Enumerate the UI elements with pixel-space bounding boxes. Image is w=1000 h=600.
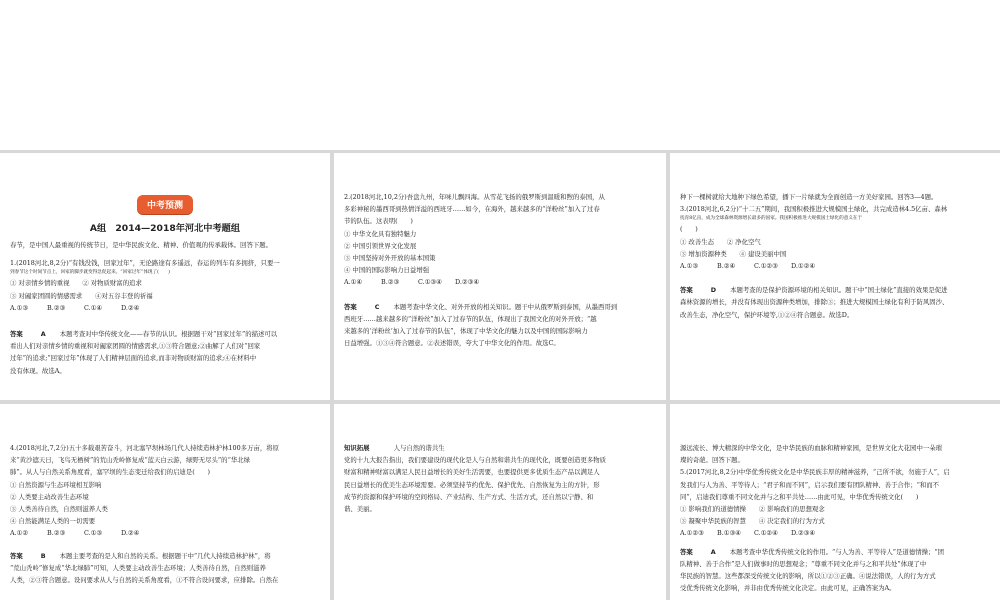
- choice-b: B.②③: [381, 278, 400, 287]
- choice-d: D.②③④: [791, 529, 816, 538]
- answer-key: B: [40, 551, 46, 560]
- option-line-2: ③ 凝聚中华民族的智慧 ④ 决定我们的行为方式: [680, 517, 825, 526]
- blank-header-area: [0, 0, 1000, 150]
- page-panel-6: [670, 404, 1000, 600]
- explanation-1: 本题考查中华优秀传统文化的作用。“与人为善、平等待人”是道德情操；“团: [729, 547, 945, 556]
- answer-line-1: [680, 546, 990, 558]
- choice-c: C.①③④: [418, 278, 442, 287]
- spacer: [680, 272, 990, 284]
- page-panel-4: [0, 404, 330, 600]
- badge-wrap: [10, 153, 320, 219]
- page-panel-1: [0, 153, 330, 400]
- option-line-2: ③ 对阖家团圆的情感需求 ④对五谷丰登的祈福: [10, 291, 153, 300]
- intro-text: 种下一棵树就给大地种下绿色希望，播下一片绿就为全面创造一方美好家园。回答3—4题。: [680, 193, 938, 201]
- choice-row: [680, 527, 990, 539]
- spacer: [10, 404, 320, 442]
- answer-line-1: [680, 284, 990, 296]
- choice-c: C.①④: [84, 303, 103, 312]
- knowledge-line-3: 民日益增长的优美生态环境需要。必须坚持节约优先、保护优先、自然恢复为主的方针，形: [344, 480, 600, 489]
- knowledge-line-5: 谐、美丽。: [344, 505, 376, 514]
- spacer: [344, 404, 656, 442]
- choice-a: A.①③: [680, 262, 699, 271]
- choice-b: B.②③: [47, 529, 66, 538]
- explanation-1: 本题考查对中华传统文化——春节的认识。根据题干对“回家过年”的描述可以: [59, 330, 278, 339]
- option-line-3: ③ 中国坚持对外开放的基本国策: [344, 254, 436, 263]
- group-heading: A组 2014—2018年河北中考题组: [89, 223, 241, 234]
- choice-c: C.①②③: [754, 262, 778, 271]
- explanation-2: 森林资源的增长，并没有体现出资源种类增加，排除③；推进大规模国土绿化有利于防风固沙、: [680, 298, 949, 307]
- explanation-3: 来越多的‘洋粉丝’加入了过春节的队伍”，体现了中华文化的魅力以及中国的国际影响力: [344, 327, 588, 336]
- explanation-1: 本题考查中华文化、对外开放的相关知识。题干中从俄罗斯到泰国，从墨西哥到: [393, 302, 618, 311]
- answer-key: D: [710, 286, 717, 295]
- intro-line-1: 源远流长、博大精深的中华文化，是中华民族的血脉和精神家园，是世界文化大花园中一朵璀: [680, 444, 943, 452]
- answer-line-1: [344, 301, 656, 313]
- choice-row: [10, 302, 320, 314]
- explanation-3: 人类，②③符合题意。设问要求从人与自然的关系角度看，①不符合设问要求，应排除。自然在: [10, 576, 279, 585]
- explanation-2: “荒山秃岭”修复成“华北绿肺”可知，人类要主动改善生态环境；人类善待自然，自然则滋养: [10, 563, 266, 572]
- question-3-blank: ( ): [680, 225, 698, 234]
- option-line-2: ② 人类要主动改善生态环境: [10, 492, 89, 501]
- explanation-3: 改善生态，净化空气，保护环境等,①②④符合题意。故选D。: [680, 310, 854, 319]
- choice-a: A.①③: [10, 303, 29, 312]
- question-1: 1.(2018河北,8,2分)“有钱没钱，回家过年”，无论路途有多遥远，春运的列车有多拥挤，只要一: [10, 259, 280, 268]
- question-3: 3.(2018河北,6,2分)“十二五”期间，我国积极推进大规模国土绿化，共完成造林4.5亿亩、森林: [680, 205, 948, 214]
- choice-d: D.②④: [121, 529, 140, 538]
- answer-key: A: [710, 547, 716, 556]
- answer-label: 答案: [680, 286, 693, 295]
- question-5-line-1: 5.(2017河北,8,2分)中华优秀传统文化是中华民族丰厚的精神滋养，“己所不欲，勿施于人”，启: [680, 468, 950, 477]
- question-3-cont: 抚育8亿亩，成为全球森林资源增长最多的国家。我国积极推进大规模国土绿化的意义在于: [680, 216, 863, 222]
- spacer: [680, 404, 990, 442]
- option-line-1: ① 自然资源与生态环境相互影响: [10, 480, 102, 489]
- knowledge-line-2: 财富和精神财富以满足人民日益增长的美好生活需要，也要提供更多优质生态产品以满足人: [344, 468, 600, 477]
- choice-row: [10, 527, 320, 539]
- explanation-1: 本题考查的是保护资源环境的相关知识。题干中“国土绿化”直接的效果是促进: [730, 286, 948, 295]
- question-4-line-1: 4.(2018河北,7,2分)五十多载艰苦奋斗，河北塞罕坝林场几代人持续造林护林100多万亩，将原: [10, 444, 280, 452]
- choice-b: B.①③④: [717, 529, 741, 538]
- choice-d: D.②④: [121, 303, 140, 312]
- question-4-line-3: 肺”。从人与自然关系角度看，塞罕坝的生态变迁给我们的启迪是( ): [10, 468, 210, 477]
- option-line-2: ③ 增加资源种类 ④ 建设美丽中国: [680, 249, 787, 258]
- question-2-line-2: 多彩神秘的墨西哥到热情洋溢的西班牙……如今，在海外，越来越多的“洋粉丝”加入了过春: [344, 205, 600, 214]
- answer-label: 答案: [680, 547, 693, 556]
- choice-row: [680, 260, 990, 272]
- explanation-1: 本题主要考查的是人和自然的关系。根据题干中“几代人持续造林护林”，将: [59, 551, 271, 560]
- explanation-3: 过年”的追求;“回家过年”体现了人们精神层面的追求,而非对物质财富的追求;④在材料中: [10, 354, 257, 363]
- explanation-2: 西班牙……越来越多的“洋粉丝”加入了过春节的队伍，体现出了我国文化的对外开放；“越: [344, 314, 597, 323]
- option-line-1: ① 中华文化具有独特魅力: [344, 229, 417, 238]
- option-line-2: ② 中国引领世界文化发展: [344, 241, 417, 250]
- answer-key: C: [374, 302, 380, 311]
- spacer: [680, 153, 990, 191]
- option-line-3: ③ 人类善待自然，自然则滋养人类: [10, 505, 108, 514]
- answer-line-1: [10, 550, 320, 562]
- intro-text: 春节，是中国人最重视的传统节日，是中华民族文化、精神、价值观的传承载体。回答下题。: [10, 241, 273, 249]
- section-badge: 中考预测: [137, 195, 193, 214]
- explanation-3: 华民族的智慧。这些都深受传统文化的影响，所以①②③正确。④说法错误，人的行为方式: [680, 572, 936, 581]
- option-line-1: ① 对亲情乡情的重视 ② 对物质财富的追求: [10, 279, 142, 288]
- option-line-4: ④ 自然能满足人类的一切需要: [10, 517, 96, 526]
- answer-key: A: [40, 330, 46, 339]
- knowledge-heading: [344, 442, 656, 454]
- knowledge-line-1: 党的十九大报告指出，我们要建设的现代化是人与自然和谐共生的现代化，既要创造更多物质: [344, 456, 607, 465]
- answer-label: 答案: [344, 302, 357, 311]
- explanation-4: 没有体现。故选A。: [10, 366, 66, 375]
- answer-label: 答案: [10, 551, 23, 560]
- explanation-4: 受优秀传统文化影响，并非由优秀传统文化决定。由此可见，正确答案为A。: [680, 584, 896, 593]
- question-4-line-2: 来“黄沙遮天日，飞鸟无栖树”的荒山秃岭修复成“蓝天白云游，绿野无尽头”的“华北绿: [10, 456, 251, 465]
- page-panel-2: [334, 153, 666, 400]
- choice-a: A.①②③: [680, 529, 704, 538]
- spacer: [10, 540, 320, 550]
- choice-b: B.②④: [717, 262, 736, 271]
- choice-c: C.①②④: [754, 529, 778, 538]
- answer-label: 答案: [10, 330, 23, 339]
- choice-d: D.①②④: [791, 262, 816, 271]
- explanation-4: 日益增强。①③④符合题意。②表述错误，夸大了中华文化的作用。故选C。: [344, 339, 560, 348]
- choice-a: A.①②: [10, 529, 29, 538]
- explanation-2: 看出人们对亲情乡情的重视和对阖家团圆的情感需求,①③符合题意;②曲解了人们对“回家: [10, 342, 261, 351]
- spacer: [10, 314, 320, 328]
- choice-b: B.②③: [47, 303, 66, 312]
- spacer: [344, 153, 656, 191]
- knowledge-line-4: 成节约资源和保护环境的空间格局、产业结构、生产方式、生活方式，还自然以宁静、和: [344, 492, 594, 501]
- spacer: [344, 289, 656, 301]
- choice-a: A.①④: [344, 278, 363, 287]
- question-2-line-3: 节的队伍。这表明( ): [344, 217, 413, 226]
- knowledge-label: 知识拓展: [344, 444, 370, 452]
- intro-line-2: 璨的奇葩。回答下题。: [680, 456, 744, 465]
- question-2-line-1: 2.(2018河北,10,2分)吾盘九州，年味儿飘四海。从雪花飞扬的俄罗斯到温暖和煦的泰国，从: [344, 193, 605, 201]
- knowledge-title: 人与自然的谐共生: [393, 444, 445, 452]
- option-line-4: ④ 中国的国际影响力日益增强: [344, 266, 430, 275]
- choice-d: D.②③④: [455, 278, 480, 287]
- question-5-line-3: 同”，启迪我们尊重不同文化并与之和平共处……由此可见，中华优秀传统文化( ): [680, 492, 919, 501]
- answer-line-1: [10, 328, 320, 340]
- choice-c: C.①③: [84, 529, 103, 538]
- option-line-1: ① 改善生态 ② 净化空气: [680, 237, 761, 246]
- page-panel-3: [670, 153, 1000, 400]
- option-line-1: ① 影响我们的道德情操 ② 影响我们的思想观念: [680, 505, 825, 514]
- explanation-2: 队精神、善于合作”是人们做事时的思想观念；“尊重不同文化并与之和平共处”体现了中: [680, 559, 927, 568]
- choice-row: [344, 276, 656, 288]
- question-5-line-2: 发我们与人为善、平等待人；“君子和而不同”，启示我们要有团队精神、善于合作；“和而不: [680, 480, 940, 489]
- page-panel-5: [334, 404, 666, 600]
- question-1-cont: 到春节这个时间节点上，回家的脚步就变得急促起来。“回家过年”体现了( ): [10, 270, 170, 276]
